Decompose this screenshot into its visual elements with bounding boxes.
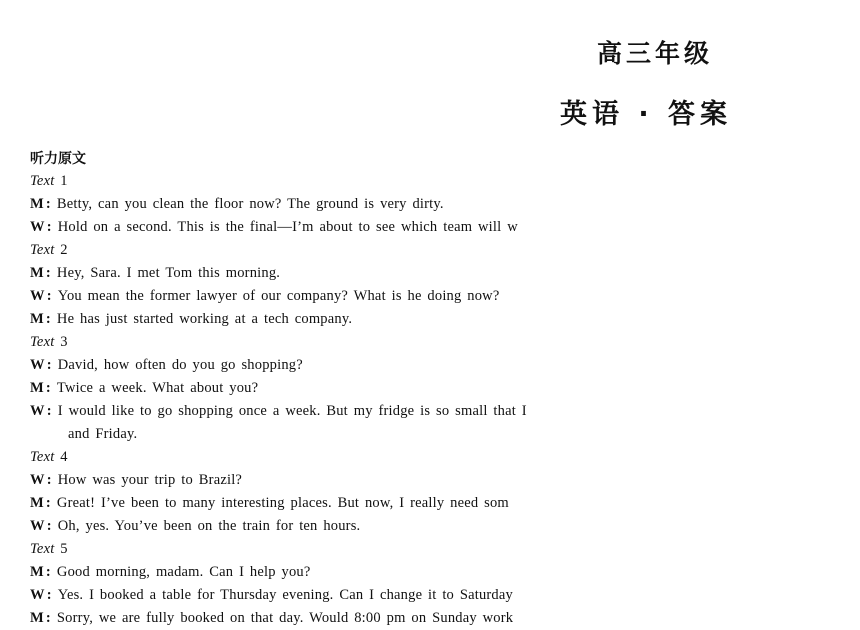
dialogue-text: Betty, can you clean the floor now? The ground is very dirty. xyxy=(56,196,444,212)
transcript xyxy=(30,170,860,630)
dialogue-text: How was your trip to Brazil? xyxy=(57,472,243,488)
speaker-label: W xyxy=(30,518,45,534)
speaker-separator: : xyxy=(46,357,52,373)
dialogue-text: Hey, Sara. I met Tom this morning. xyxy=(56,265,281,281)
grade-title: 高三年级 xyxy=(597,39,714,68)
dialogue-line xyxy=(30,308,860,331)
dialogue-text: I would like to go shopping once a week. But my fridge is so small that I xyxy=(57,403,527,419)
text-heading xyxy=(30,446,860,469)
speaker-separator: : xyxy=(45,495,51,511)
text-heading-number: 5 xyxy=(60,541,68,557)
dialogue-line xyxy=(30,193,860,216)
subject-title: 英语 · 答案 xyxy=(560,99,733,130)
speaker-label: M xyxy=(30,196,44,212)
section-title: 听力原文 xyxy=(30,151,86,167)
speaker-separator: : xyxy=(46,219,52,235)
speaker-label: M xyxy=(30,380,44,396)
dialogue-line xyxy=(30,400,860,423)
text-heading-number: 4 xyxy=(60,449,68,465)
dialogue-text: Oh, yes. You’ve been on the train for ten hours. xyxy=(57,518,361,534)
dialogue-line xyxy=(30,492,860,515)
dialogue-text: He has just started working at a tech company. xyxy=(56,311,353,327)
speaker-separator: : xyxy=(45,564,51,580)
dialogue-line xyxy=(30,584,860,607)
speaker-separator: : xyxy=(45,196,51,212)
speaker-separator: : xyxy=(46,472,52,488)
speaker-separator: : xyxy=(46,288,52,304)
dialogue-line xyxy=(30,285,860,308)
speaker-label: M xyxy=(30,311,44,327)
text-heading-word: Text xyxy=(30,334,55,350)
speaker-separator: : xyxy=(45,610,51,626)
speaker-label: M xyxy=(30,265,44,281)
text-heading xyxy=(30,239,860,262)
dialogue-text: Yes. I booked a table for Thursday evening. Can I change it to Saturday xyxy=(57,587,513,603)
text-heading-word: Text xyxy=(30,449,55,465)
dialogue-line xyxy=(30,469,860,492)
speaker-label: M xyxy=(30,610,44,626)
speaker-separator: : xyxy=(46,403,52,419)
speaker-separator: : xyxy=(46,518,52,534)
dialogue-line xyxy=(30,377,860,400)
speaker-separator: : xyxy=(46,587,52,603)
text-heading-word: Text xyxy=(30,541,55,557)
speaker-label: M xyxy=(30,495,44,511)
speaker-label: W xyxy=(30,472,45,488)
text-heading-word: Text xyxy=(30,173,55,189)
dialogue-text: Hold on a second. This is the final—I’m about to see which team will w xyxy=(57,219,518,235)
text-heading-number: 3 xyxy=(60,334,68,350)
dialogue-continuation: and Friday. xyxy=(68,426,138,442)
text-heading-number: 2 xyxy=(60,242,68,258)
dialogue-line xyxy=(30,262,860,285)
speaker-separator: : xyxy=(45,265,51,281)
text-heading-word: Text xyxy=(30,242,55,258)
dialogue-text: Twice a week. What about you? xyxy=(56,380,259,396)
text-heading xyxy=(30,538,860,561)
dialogue-text: Sorry, we are fully booked on that day. Would 8:00 pm on Sunday work xyxy=(56,610,514,626)
dialogue-text: Good morning, madam. Can I help you? xyxy=(56,564,311,580)
speaker-label: W xyxy=(30,288,45,304)
speaker-label: W xyxy=(30,357,45,373)
text-heading xyxy=(30,331,860,354)
speaker-label: W xyxy=(30,219,45,235)
dialogue-line xyxy=(30,354,860,377)
speaker-separator: : xyxy=(45,380,51,396)
text-heading xyxy=(30,170,860,193)
speaker-separator: : xyxy=(45,311,51,327)
dialogue-line xyxy=(30,515,860,538)
dialogue-line xyxy=(30,216,860,239)
dialogue-text: You mean the former lawyer of our company? What is he doing now? xyxy=(57,288,500,304)
speaker-label: M xyxy=(30,564,44,580)
speaker-label: W xyxy=(30,587,45,603)
dialogue-text: Great! I’ve been to many interesting places. But now, I really need som xyxy=(56,495,509,511)
text-heading-number: 1 xyxy=(60,173,68,189)
dialogue-line xyxy=(30,607,860,630)
dialogue-text: David, how often do you go shopping? xyxy=(57,357,303,373)
speaker-label: W xyxy=(30,403,45,419)
dialogue-line xyxy=(30,561,860,584)
